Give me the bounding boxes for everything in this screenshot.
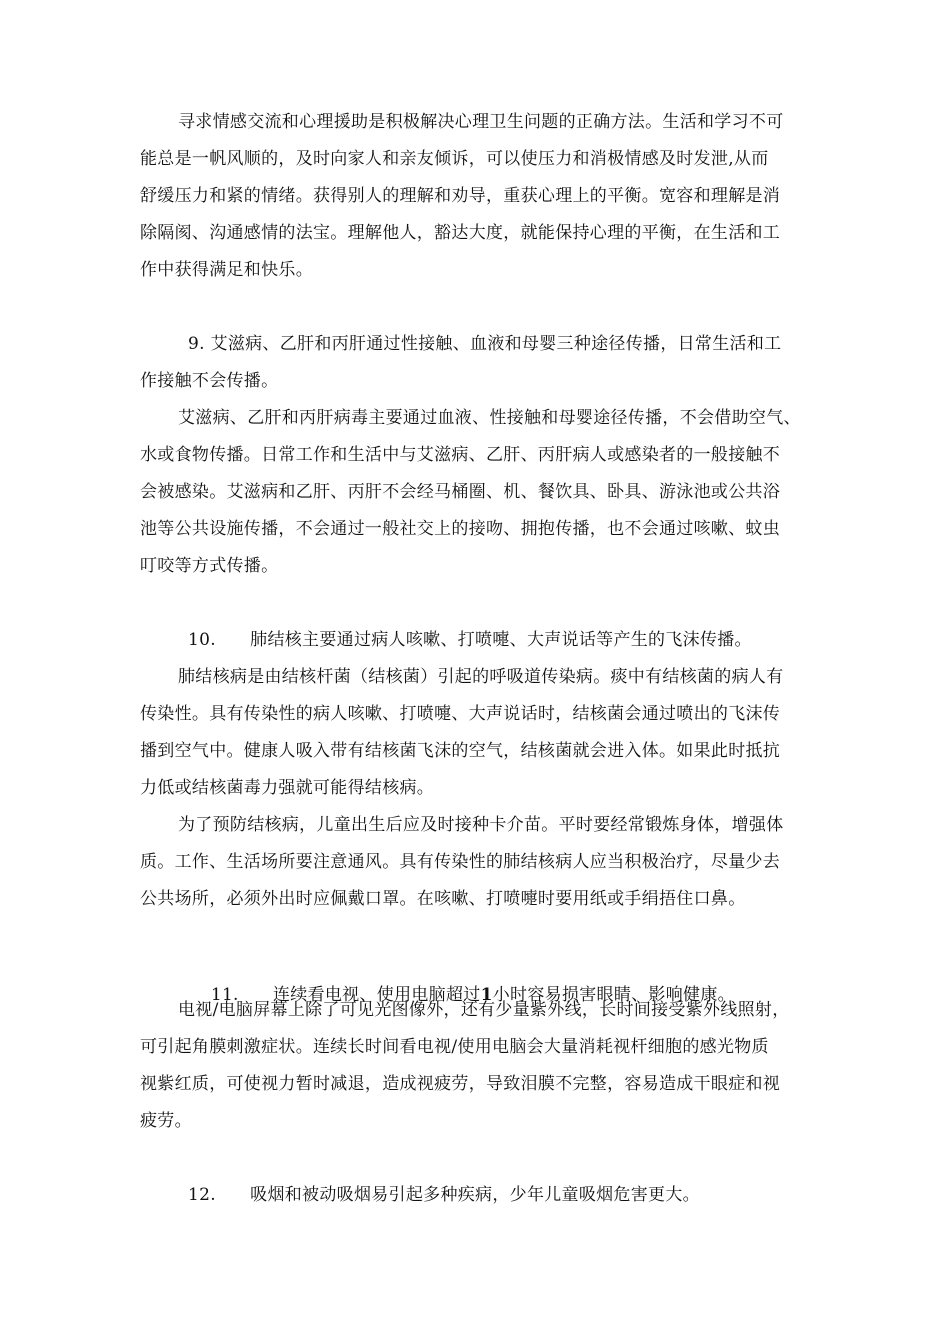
heading-text: 小时容易损害眼睛、影响健康。 [492, 985, 735, 1005]
text-line: 作中获得满足和快乐。 [140, 260, 313, 280]
text-line: 播到空气中。健康人吸入带有结核菌飞沫的空气，结核菌就会进入体。如果此时抵抗 [140, 741, 781, 761]
text-line: 传染性。具有传染性的病人咳嗽、打喷嚏、大声说话时，结核菌会通过喷出的飞沫传 [140, 704, 781, 724]
text-line: 水或食物传播。日常工作和生活中与艾滋病、乙肝、丙肝病人或感染者的一般接触不 [140, 445, 781, 465]
text-line: 视紫红质，可使视力暂时减退，造成视疲劳，导致泪膜不完整，容易造成干眼症和视 [140, 1074, 781, 1094]
text-line: 可引起角膜刺激症状。连续长时间看电视/使用电脑会大量消耗视杆细胞的感光物质 [140, 1037, 769, 1057]
text-line: 会被感染。艾滋病和乙肝、丙肝不会经马桶圈、机、餐饮具、卧具、游泳池或公共浴 [140, 482, 781, 502]
text-line: 作接触不会传播。 [140, 371, 279, 391]
section-heading-10: 10. 肺结核主要通过病人咳嗽、打喷嚏、大声说话等产生的飞沫传播。 [188, 630, 752, 650]
text-line: 艾滋病、乙肝和丙肝病毒主要通过血液、性接触和母婴途径传播，不会借助空气、 [178, 408, 801, 428]
text-line: 池等公共设施传播，不会通过一般社交上的接吻、拥抱传播，也不会通过咳嗽、蚊虫 [140, 519, 781, 539]
text-line: 力低或结核菌毒力强就可能得结核病。 [140, 778, 435, 798]
section-heading-9: 9. 艾滋病、乙肝和丙肝通过性接触、血液和母婴三种途径传播，日常生活和工 [188, 334, 782, 354]
text-line: 疲劳。 [140, 1111, 192, 1131]
text-line: 肺结核病是由结核杆菌（结核菌）引起的呼吸道传染病。痰中有结核菌的病人有 [178, 667, 784, 687]
text-line: 舒缓压力和紧的情绪。获得别人的理解和劝导，重获心理上的平衡。宽容和理解是消 [140, 186, 781, 206]
text-line: 叮咬等方式传播。 [140, 556, 279, 576]
text-line: 除隔阂、沟通感情的法宝。理解他人，豁达大度，就能保持心理的平衡，在生活和工 [140, 223, 781, 243]
text-line: 能总是一帆风顺的，及时向家人和亲友倾诉，可以使压力和消极情感及时发泄,从而 [140, 149, 769, 169]
text-line: 为了预防结核病，儿童出生后应及时接种卡介苗。平时要经常锻炼身体，增强体 [178, 815, 784, 835]
heading-number: 1 [480, 985, 493, 1005]
text-line: 质。工作、生活场所要注意通风。具有传染性的肺结核病人应当积极治疗，尽量少去 [140, 852, 781, 872]
text-line: 寻求情感交流和心理援助是积极解决心理卫生问题的正确方法。生活和学习不可 [178, 112, 784, 132]
text-line: 公共场所，必须外出时应佩戴口罩。在咳嗽、打喷嚏时要用纸或手绢捂住口鼻。 [140, 889, 746, 909]
text-line: 电视/电脑屏幕上除了可见光图像外，还有少量紫外线，长时间接受紫外线照射， [178, 1000, 790, 1020]
heading-text: 11. 连续看电视、使用电脑超过 [210, 985, 481, 1005]
section-heading-12: 12. 吸烟和被动吸烟易引起多种疾病，少年儿童吸烟危害更大。 [188, 1185, 700, 1205]
